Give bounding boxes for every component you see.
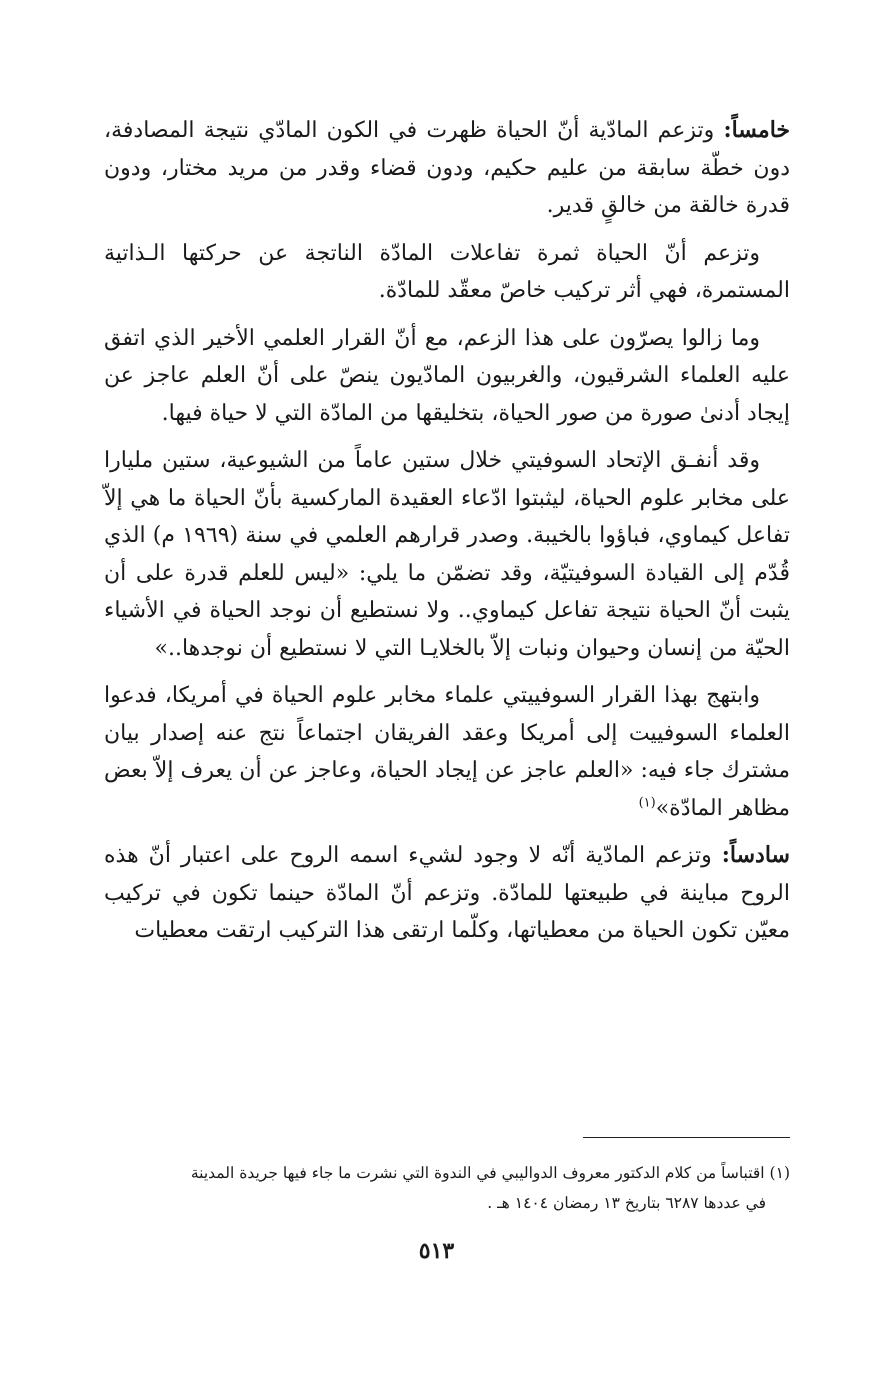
footnote-reference[interactable]: (١) — [638, 795, 656, 811]
page-number: ٥١٣ — [418, 1238, 455, 1264]
paragraph-fifth — [104, 112, 790, 225]
footnote-marker: (١) — [769, 1164, 790, 1182]
paragraph-american-scientists — [104, 677, 790, 827]
footnote — [104, 1158, 790, 1218]
footnote-text-line1: اقتباساً من كلام الدكتور معروف الدواليبي في الندوة التي نشرت ما جاء فيها جريدة المدينة — [190, 1164, 770, 1182]
paragraph-text: وابتهج بهذا القرار السوفييتي علماء مخابر علوم الحياة في أمريكا، فدعوا العلماء السوفييت إلى أمريكا وعقد الفريقان اجتماعاً نتج عنه إصدار بيان مشترك جاء فيه: «العلم عاجز عن إيجاد الحياة، وعاجز عن أن يعرف إلاّ بعض مظاهر المادّة» — [104, 683, 790, 821]
paragraph-life-interactions — [104, 235, 790, 310]
paragraph-text: وتزعم المادّية أنّه لا وجود لشيء اسمه الروح على اعتبار أنّ هذه الروح مباينة في طبيعتها للمادّة. وتزعم أنّ المادّة حينما تكون في تركيب معيّن تكون الحياة من معطياتها، وكلّما ارتقى هذا التركيب ارتقت معطيات — [104, 843, 790, 943]
footnote-divider — [583, 1137, 790, 1138]
page-body — [104, 112, 790, 960]
paragraph-text: وما زالوا يصرّون على هذا الزعم، مع أنّ القرار العلمي الأخير الذي اتفق عليه العلماء الشرقيون، والغربيون المادّيون ينصّ على أنّ العلم عاجز عن إيجاد أدنىٰ صورة من صور الحياة، بتخليقها من المادّة التي لا حياة فيها. — [104, 325, 790, 426]
paragraph-lead-fifth: خامساً: — [723, 117, 790, 143]
paragraph-soviet-spending — [104, 442, 790, 667]
paragraph-text: وقد أنفـق الإتحاد السوفيتي خلال ستين عاماً من الشيوعية، ستين مليارا على مخابر علوم الحياة، ليثبتوا ادّعاء العقيدة الماركسية بأنّ الحياة ما هي إلاّ تفاعل كيماوي، فباؤوا بالخيبة. وصدر قرارهم العلمي في سنة (١٩٦٩ م) الذي قُدّم إلى القيادة السوفيتيّة، وقد تضمّن ما يلي: «ليس للعلم قدرة على أن يثبت أنّ الحياة نتيجة تفاعل كيماوي.. ولا نستطيع أن نوجد الحياة في الأشياء الحيّة من إنسان وحيوان ونبات إلاّ بالخلايـا التي لا نستطيع أن نوجدها..» — [104, 448, 790, 661]
footnote-text-line2: في عددها ٦٢٨٧ بتاريخ ١٣ رمضان ١٤٠٤ هـ . — [487, 1194, 766, 1212]
paragraph-sixth — [104, 837, 790, 950]
paragraph-text: وتزعم المادّية أنّ الحياة ظهرت في الكون المادّي نتيجة المصادفة، دون خطّة سابقة من عليم حكيم، ودون قضاء وقدر من مريد مختار، ودون قدرة خالقة من خالقٍ قدير. — [104, 118, 790, 218]
paragraph-scientific-decision — [104, 320, 790, 433]
paragraph-text: وتزعم أنّ الحياة ثمرة تفاعلات المادّة الناتجة عن حركتها الـذاتية المستمرة، فهي أثر تركيب خاصّ معقّد للمادّة. — [104, 240, 790, 303]
paragraph-lead-sixth: سادساً: — [721, 842, 790, 868]
